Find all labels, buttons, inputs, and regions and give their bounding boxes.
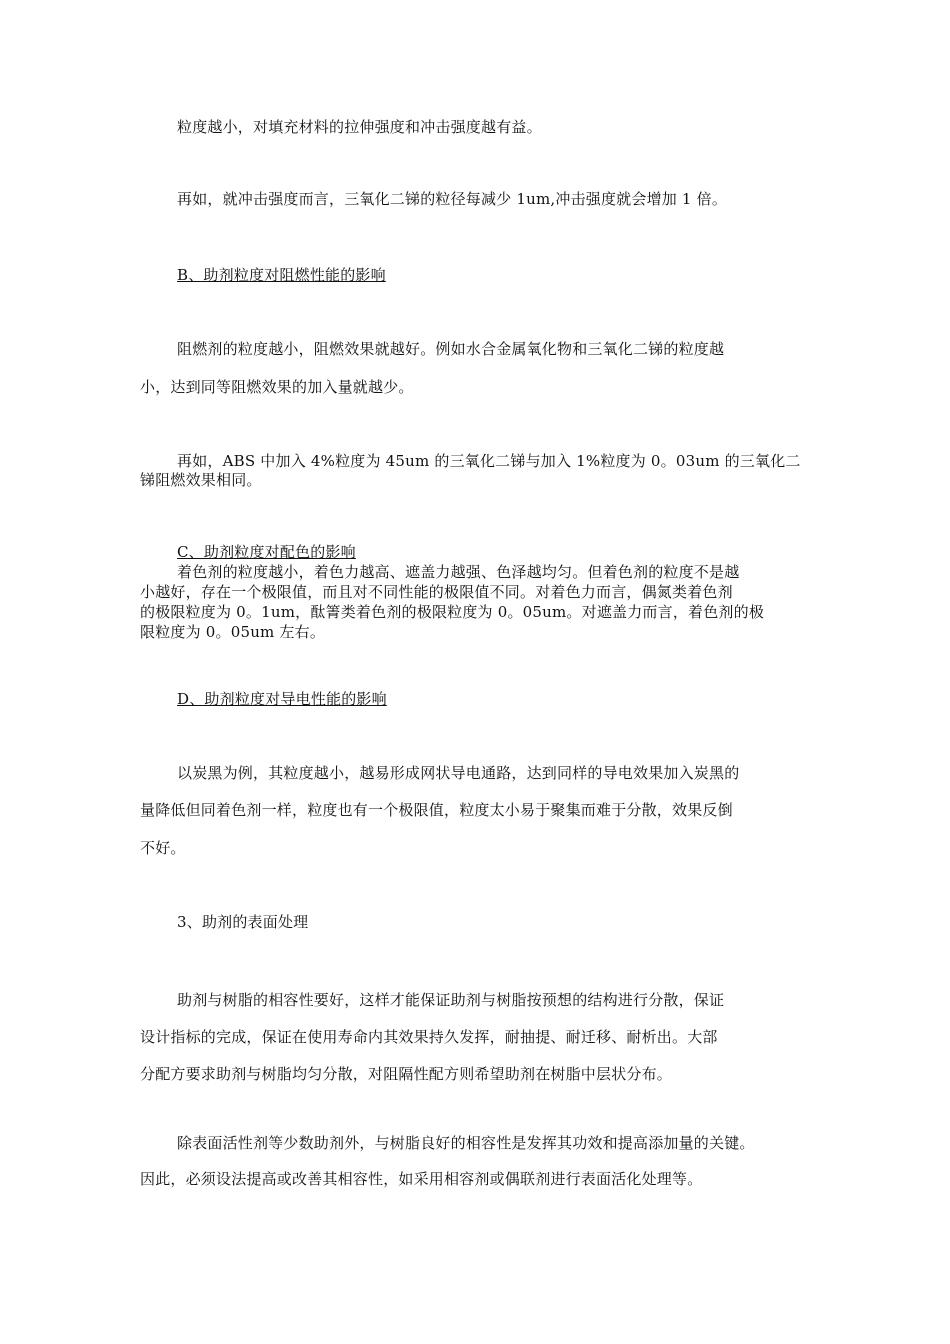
paragraph-line: 量降低但同着色剂一样，粒度也有一个极限值，粒度太小易于聚集而难于分散，效果反倒	[140, 801, 733, 819]
section-heading-3: 3、助剂的表面处理	[177, 913, 309, 931]
section-heading-d: D、助剂粒度对导电性能的影响	[177, 690, 387, 708]
section-heading-c: C、助剂粒度对配色的影响	[177, 543, 356, 561]
paragraph-line: 因此，必须设法提高或改善其相容性，如采用相容剂或偶联剂进行表面活化处理等。	[140, 1170, 703, 1188]
paragraph-line: 分配方要求助剂与树脂均匀分散，对阻隔性配方则希望助剂在树脂中层状分布。	[140, 1065, 673, 1083]
paragraph-line: 小，达到同等阻燃效果的加入量就越少。	[140, 378, 414, 396]
paragraph-line: 阻燃剂的粒度越小，阻燃效果就越好。例如水合金属氧化物和三氧化二锑的粒度越	[177, 340, 725, 358]
paragraph-line: 小越好，存在一个极限值，而且对不同性能的极限值不同。对着色力而言，偶氮类着色剂	[140, 583, 733, 601]
paragraph-line: 不好。	[140, 839, 186, 857]
paragraph-line: 再如，ABS 中加入 4%粒度为 45um 的三氧化二锑与加入 1%粒度为 0。03um 的三氧化二	[177, 452, 801, 470]
section-heading-b: B、助剂粒度对阻燃性能的影响	[177, 266, 386, 284]
paragraph-line: 除表面活性剂等少数助剂外，与树脂良好的相容性是发挥其功效和提高添加量的关键。	[177, 1134, 755, 1152]
paragraph-line: 的极限粒度为 0。1um，酞箐类着色剂的极限粒度为 0。05um。对遮盖力而言，着色剂的极	[140, 603, 765, 621]
paragraph-line: 再如，就冲击强度而言，三氧化二锑的粒径每减少 1um,冲击强度就会增加 1 倍。	[177, 190, 728, 208]
paragraph-line: 着色剂的粒度越小，着色力越高、遮盖力越强、色泽越均匀。但着色剂的粒度不是越	[177, 563, 740, 581]
paragraph-line: 粒度越小，对填充材料的拉伸强度和冲击强度越有益。	[177, 118, 542, 136]
paragraph-line: 限粒度为 0。05um 左右。	[140, 623, 326, 641]
paragraph-line: 助剂与树脂的相容性要好，这样才能保证助剂与树脂按预想的结构进行分散，保证	[177, 991, 725, 1009]
paragraph-line: 以炭黑为例，其粒度越小，越易形成网状导电通路，达到同样的导电效果加入炭黑的	[177, 764, 740, 782]
paragraph-line: 锑阻燃效果相同。	[140, 471, 262, 489]
paragraph-line: 设计指标的完成，保证在使用寿命内其效果持久发挥，耐抽提、耐迁移、耐析出。大部	[140, 1028, 718, 1046]
